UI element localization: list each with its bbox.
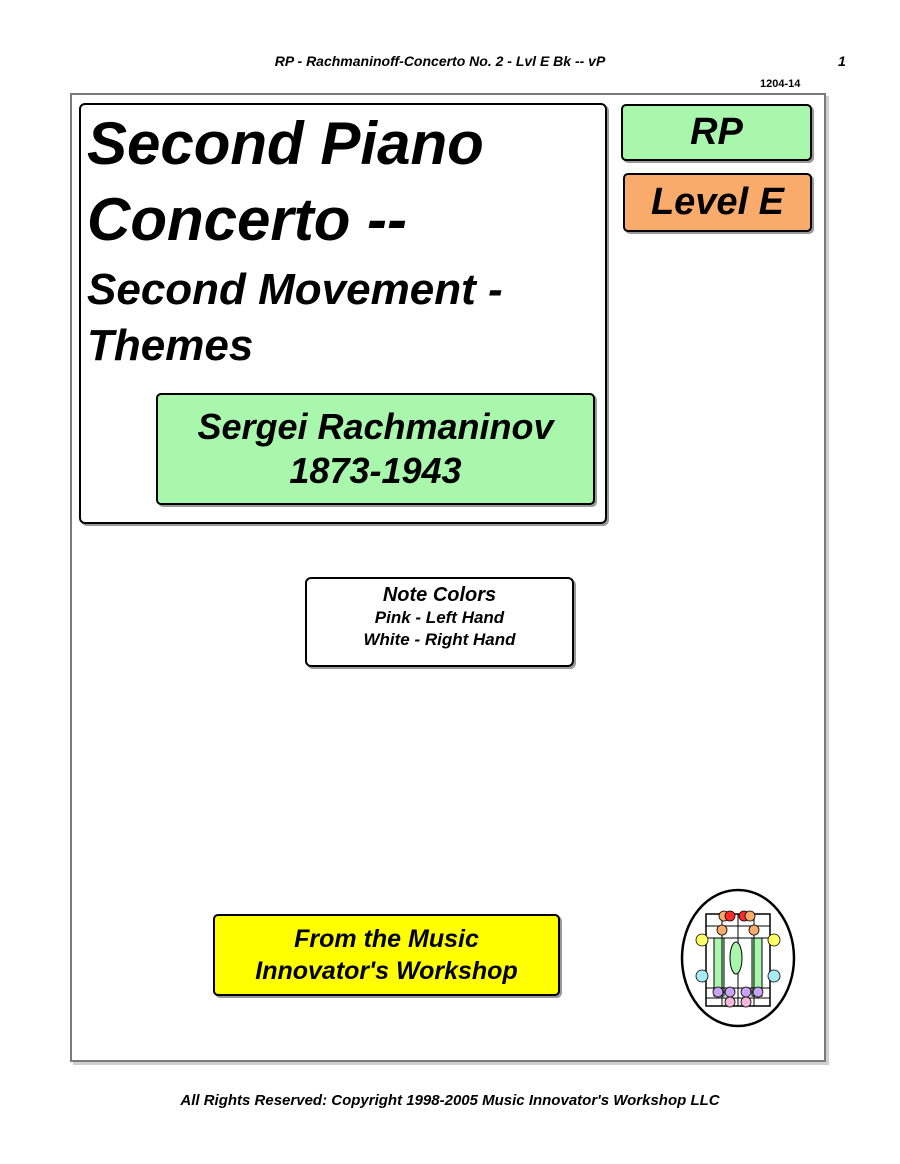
composer-years: 1873-1943 [289, 450, 462, 491]
title-line-1: Second Piano [87, 110, 484, 177]
note-colors-left: Pink - Left Hand [374, 608, 505, 627]
rp-badge: RP [621, 104, 812, 161]
catalog-code: 1204-14 [760, 78, 801, 90]
title-line-2: Concerto -- [87, 186, 407, 253]
title-line-3: Second Movement - [87, 265, 503, 314]
page-number: 1 [838, 53, 846, 69]
workshop-line-2: Innovator's Workshop [255, 957, 518, 985]
workshop-line-1: From the Music [294, 925, 479, 953]
header-title: RP - Rachmaninoff-Concerto No. 2 - Lvl E Bk -- vP [274, 53, 606, 69]
title-line-4: Themes [87, 321, 254, 370]
workshop-box [213, 914, 560, 996]
note-colors-title: Note Colors [382, 584, 497, 606]
composer-name: Sergei Rachmaninov [197, 406, 554, 447]
copyright-footer: All Rights Reserved: Copyright 1998-2005 Music Innovator's Workshop LLC [180, 1092, 720, 1109]
note-colors-box [305, 577, 574, 667]
level-badge: Level E [623, 173, 812, 232]
composer-box [156, 393, 595, 505]
note-colors-right: White - Right Hand [363, 630, 516, 649]
music-innovators-workshop-logo-icon [680, 888, 796, 1028]
